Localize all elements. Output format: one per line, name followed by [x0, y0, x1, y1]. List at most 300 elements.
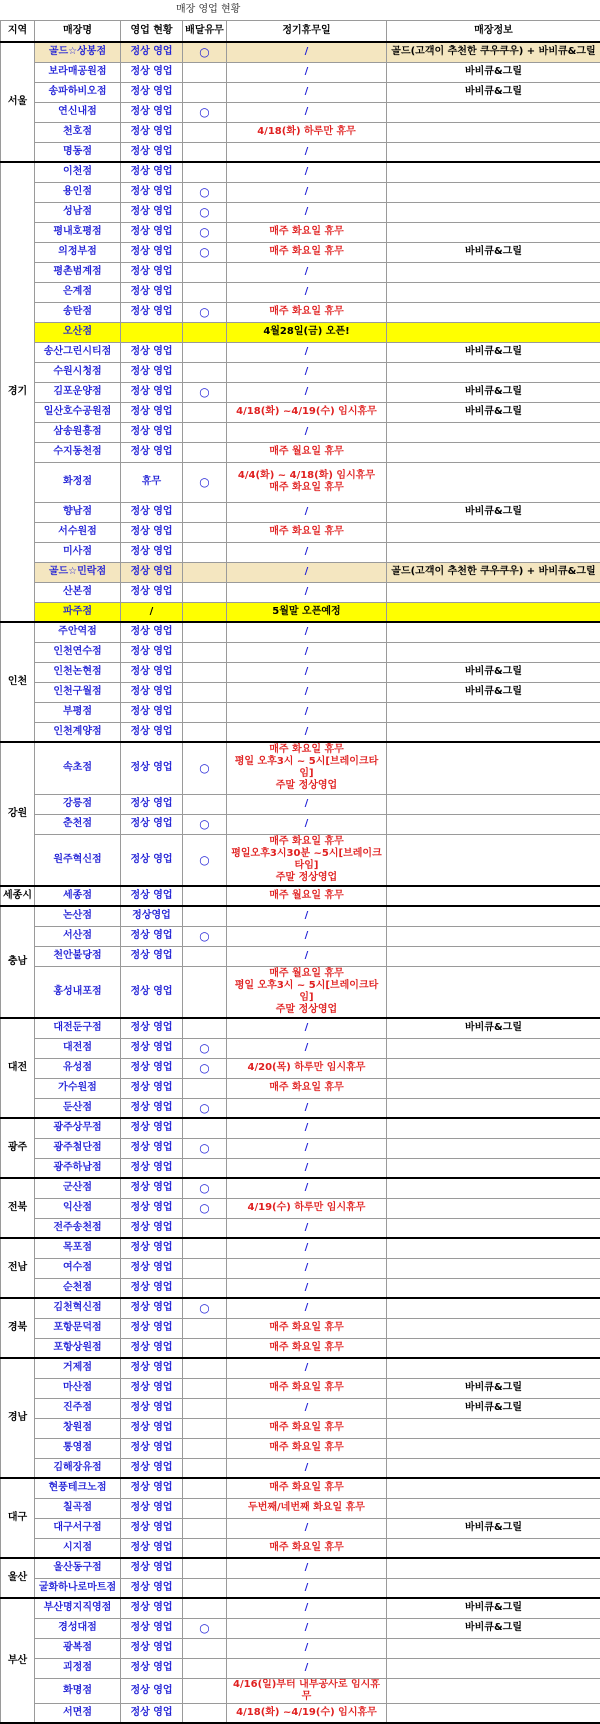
holiday-cell: / — [227, 1138, 387, 1158]
delivery-mark: ○ — [183, 1098, 227, 1118]
store-status: 정상 영업 — [121, 1058, 183, 1078]
header-holiday: 정기휴무일 — [227, 21, 387, 43]
holiday-cell: 매주 화요일 휴무 — [227, 1478, 387, 1498]
delivery-mark — [183, 886, 227, 906]
delivery-mark — [183, 1438, 227, 1458]
delivery-mark: ○ — [183, 182, 227, 202]
delivery-mark: ○ — [183, 1178, 227, 1198]
table-row — [1, 602, 600, 622]
store-info — [387, 282, 600, 302]
holiday-cell: / — [227, 542, 387, 562]
holiday-cell: / — [227, 1178, 387, 1198]
delivery-mark — [183, 1258, 227, 1278]
holiday-cell: / — [227, 282, 387, 302]
holiday-cell: / — [227, 946, 387, 966]
holiday-cell: 매주 화요일 휴무 — [227, 1338, 387, 1358]
holiday-cell: / — [227, 162, 387, 182]
table-row — [1, 502, 600, 522]
table-row — [1, 1678, 600, 1703]
delivery-mark — [183, 1518, 227, 1538]
store-name: 송탄점 — [35, 302, 121, 322]
delivery-mark — [183, 1678, 227, 1703]
store-status: 정상 영업 — [121, 1518, 183, 1538]
holiday-cell: / — [227, 1398, 387, 1418]
store-status: 정상 영업 — [121, 1398, 183, 1418]
store-status: 정상 영업 — [121, 42, 183, 62]
holiday-cell: / — [227, 142, 387, 162]
store-name: 원주혁신점 — [35, 834, 121, 886]
store-name: 부평점 — [35, 702, 121, 722]
store-name: 서수원점 — [35, 522, 121, 542]
store-status: 정상 영업 — [121, 1598, 183, 1618]
holiday-cell: / — [227, 1238, 387, 1258]
store-name: 일산호수공원점 — [35, 402, 121, 422]
store-name: 광주하남점 — [35, 1158, 121, 1178]
header-info: 매장정보 — [387, 21, 600, 43]
table-row — [1, 542, 600, 562]
delivery-mark — [183, 794, 227, 814]
holiday-cell: 두번째/네번째 화요일 휴무 — [227, 1498, 387, 1518]
delivery-mark: ○ — [183, 1058, 227, 1078]
store-name: 춘천점 — [35, 814, 121, 834]
holiday-cell: / — [227, 722, 387, 742]
holiday-cell: / — [227, 1618, 387, 1638]
store-info: 바비큐&그릴 — [387, 1018, 600, 1038]
holiday-cell: 매주 화요일 휴무 — [227, 1538, 387, 1558]
delivery-mark — [183, 442, 227, 462]
store-status: 정상 영업 — [121, 262, 183, 282]
store-name: 익산점 — [35, 1198, 121, 1218]
store-status: 정상 영업 — [121, 1478, 183, 1498]
store-status: 정상 영업 — [121, 1703, 183, 1723]
store-status: 정상 영업 — [121, 1458, 183, 1478]
store-info: 바비큐&그릴 — [387, 382, 600, 402]
table-row — [1, 1118, 600, 1138]
store-info — [387, 462, 600, 502]
delivery-mark: ○ — [183, 1298, 227, 1318]
store-name: 부산명지직영점 — [35, 1598, 121, 1618]
table-row — [1, 1578, 600, 1598]
store-status: 정상 영업 — [121, 1238, 183, 1258]
table-row — [1, 1038, 600, 1058]
holiday-cell: 4/18(화) ~4/19(수) 임시휴무 — [227, 402, 387, 422]
store-name: 수지동천점 — [35, 442, 121, 462]
delivery-mark — [183, 1598, 227, 1618]
table-row — [1, 142, 600, 162]
delivery-mark — [183, 562, 227, 582]
store-status: 정상 영업 — [121, 1318, 183, 1338]
store-name: 화정점 — [35, 462, 121, 502]
store-info — [387, 642, 600, 662]
table-row — [1, 1458, 600, 1478]
store-info — [387, 1098, 600, 1118]
delivery-mark: ○ — [183, 302, 227, 322]
table-row — [1, 1638, 600, 1658]
table-row — [1, 182, 600, 202]
store-name: 현풍테크노점 — [35, 1478, 121, 1498]
holiday-cell: 매주 화요일 휴무 — [227, 1078, 387, 1098]
store-status: 정상 영업 — [121, 1658, 183, 1678]
store-info — [387, 1418, 600, 1438]
store-name: 김포운양점 — [35, 382, 121, 402]
store-info — [387, 1138, 600, 1158]
store-info — [387, 222, 600, 242]
store-status: 정상 영업 — [121, 1258, 183, 1278]
store-name: 서산점 — [35, 926, 121, 946]
holiday-cell: / — [227, 1658, 387, 1678]
delivery-mark — [183, 662, 227, 682]
store-status: 정상 영업 — [121, 222, 183, 242]
store-name: 명동점 — [35, 142, 121, 162]
table-row — [1, 926, 600, 946]
store-status: 정상 영업 — [121, 1078, 183, 1098]
store-name: 통영점 — [35, 1438, 121, 1458]
store-name: 송파하비오점 — [35, 82, 121, 102]
delivery-mark — [183, 502, 227, 522]
store-name: 파주점 — [35, 602, 121, 622]
delivery-mark — [183, 582, 227, 602]
table-row — [1, 1218, 600, 1238]
store-status: 정상 영업 — [121, 82, 183, 102]
store-info — [387, 834, 600, 886]
store-info — [387, 1318, 600, 1338]
delivery-mark — [183, 1478, 227, 1498]
delivery-mark — [183, 62, 227, 82]
delivery-mark — [183, 622, 227, 642]
store-status: 정상 영업 — [121, 886, 183, 906]
store-info — [387, 302, 600, 322]
table-row — [1, 1098, 600, 1118]
holiday-cell: 4/18(화) 하루만 휴무 — [227, 122, 387, 142]
region-cell: 부산 — [1, 1598, 35, 1723]
store-info — [387, 1458, 600, 1478]
delivery-mark — [183, 122, 227, 142]
table-row — [1, 382, 600, 402]
store-info — [387, 322, 600, 342]
store-status: 정상 영업 — [121, 182, 183, 202]
store-status: 정상 영업 — [121, 402, 183, 422]
table-row — [1, 1703, 600, 1723]
store-info: 골드(고객이 추천한 쿠우쿠우) + 바비큐&그릴 — [387, 42, 600, 62]
store-info: 바비큐&그릴 — [387, 1518, 600, 1538]
store-info — [387, 722, 600, 742]
store-name: 둔산점 — [35, 1098, 121, 1118]
delivery-mark: ○ — [183, 742, 227, 794]
delivery-mark: ○ — [183, 834, 227, 886]
delivery-mark: ○ — [183, 42, 227, 62]
delivery-mark — [183, 342, 227, 362]
holiday-cell: / — [227, 382, 387, 402]
holiday-cell: 5월말 오픈예정 — [227, 602, 387, 622]
delivery-mark: ○ — [183, 814, 227, 834]
store-info — [387, 1478, 600, 1498]
store-name: 인천연수점 — [35, 642, 121, 662]
delivery-mark — [183, 1018, 227, 1038]
store-name: 김천혁신점 — [35, 1298, 121, 1318]
store-status: 정상 영업 — [121, 1498, 183, 1518]
delivery-mark — [183, 1158, 227, 1178]
header-region: 지역 — [1, 21, 35, 43]
store-info — [387, 542, 600, 562]
table-row — [1, 1438, 600, 1458]
store-name: 인천계양점 — [35, 722, 121, 742]
holiday-cell: / — [227, 662, 387, 682]
table-row — [1, 62, 600, 82]
store-info — [387, 1258, 600, 1278]
region-cell: 충남 — [1, 906, 35, 1018]
table-row — [1, 1338, 600, 1358]
table-row — [1, 622, 600, 642]
delivery-mark — [183, 1378, 227, 1398]
store-name: 미사점 — [35, 542, 121, 562]
table-row — [1, 582, 600, 602]
delivery-mark: ○ — [183, 222, 227, 242]
holiday-cell: 매주 화요일 휴무 — [227, 222, 387, 242]
store-name: 홍성내포점 — [35, 966, 121, 1018]
store-status: 정상 영업 — [121, 1218, 183, 1238]
table-row — [1, 642, 600, 662]
store-status: 정상 영업 — [121, 642, 183, 662]
store-info — [387, 742, 600, 794]
table-row — [1, 1278, 600, 1298]
store-status: 정상 영업 — [121, 1138, 183, 1158]
store-info — [387, 622, 600, 642]
store-info — [387, 142, 600, 162]
delivery-mark — [183, 966, 227, 1018]
holiday-cell: / — [227, 422, 387, 442]
table-row — [1, 1078, 600, 1098]
store-name: 포항상원점 — [35, 1338, 121, 1358]
store-name: 거제점 — [35, 1358, 121, 1378]
holiday-cell: 4/20(목) 하루만 임시휴무 — [227, 1058, 387, 1078]
holiday-cell: / — [227, 642, 387, 662]
store-info — [387, 1058, 600, 1078]
delivery-mark: ○ — [183, 1138, 227, 1158]
store-name: 강릉점 — [35, 794, 121, 814]
delivery-mark — [183, 1218, 227, 1238]
store-status: 정상 영업 — [121, 1638, 183, 1658]
table-row — [1, 1318, 600, 1338]
store-status: 정상 영업 — [121, 142, 183, 162]
holiday-cell: / — [227, 202, 387, 222]
table-row — [1, 202, 600, 222]
store-status: 정상 영업 — [121, 62, 183, 82]
store-status: 정상 영업 — [121, 202, 183, 222]
store-info — [387, 1703, 600, 1723]
store-info: 바비큐&그릴 — [387, 1618, 600, 1638]
store-name: 굴화하나로마트점 — [35, 1578, 121, 1598]
delivery-mark — [183, 1278, 227, 1298]
store-name: 평촌범계점 — [35, 262, 121, 282]
holiday-cell: 4월28일(금) 오픈! — [227, 322, 387, 342]
store-info — [387, 1178, 600, 1198]
holiday-cell: 매주 화요일 휴무 — [227, 242, 387, 262]
store-info — [387, 1538, 600, 1558]
store-status: 정상 영업 — [121, 946, 183, 966]
table-body — [1, 42, 600, 1723]
table-row — [1, 462, 600, 502]
delivery-mark — [183, 1458, 227, 1478]
region-cell: 전남 — [1, 1238, 35, 1298]
store-info — [387, 966, 600, 1018]
delivery-mark — [183, 602, 227, 622]
holiday-cell: 매주 화요일 휴무 평일 오후3시 ~ 5시[브레이크타임] 주말 정상영업 — [227, 742, 387, 794]
region-cell: 울산 — [1, 1558, 35, 1598]
store-name: 화명점 — [35, 1678, 121, 1703]
holiday-cell: 4/19(수) 하루만 임시휴무 — [227, 1198, 387, 1218]
store-name: 순천점 — [35, 1278, 121, 1298]
delivery-mark — [183, 1118, 227, 1138]
holiday-cell: / — [227, 1278, 387, 1298]
delivery-mark — [183, 1398, 227, 1418]
table-row — [1, 342, 600, 362]
store-name: 오산점 — [35, 322, 121, 342]
store-status: 정상 영업 — [121, 1018, 183, 1038]
holiday-cell: / — [227, 1158, 387, 1178]
table-row — [1, 1178, 600, 1198]
store-name: 수원시청점 — [35, 362, 121, 382]
store-status: 정상 영업 — [121, 442, 183, 462]
holiday-cell: / — [227, 362, 387, 382]
store-info: 바비큐&그릴 — [387, 62, 600, 82]
delivery-mark — [183, 1358, 227, 1378]
store-info — [387, 362, 600, 382]
store-info — [387, 1338, 600, 1358]
store-status: 정상 영업 — [121, 622, 183, 642]
store-info: 바비큐&그릴 — [387, 662, 600, 682]
holiday-cell: / — [227, 926, 387, 946]
table-row — [1, 1618, 600, 1638]
holiday-cell: / — [227, 1118, 387, 1138]
store-info — [387, 1298, 600, 1318]
store-info — [387, 162, 600, 182]
store-status: 정상 영업 — [121, 1538, 183, 1558]
store-name: 칠곡점 — [35, 1498, 121, 1518]
store-status: 정상 영업 — [121, 1158, 183, 1178]
store-status: 정상 영업 — [121, 814, 183, 834]
holiday-cell: / — [227, 102, 387, 122]
table-row — [1, 302, 600, 322]
store-name: 천안불당점 — [35, 946, 121, 966]
store-info — [387, 1278, 600, 1298]
table-row — [1, 742, 600, 794]
store-status: 정상 영업 — [121, 1198, 183, 1218]
delivery-mark — [183, 1418, 227, 1438]
holiday-cell: / — [227, 1098, 387, 1118]
delivery-mark — [183, 1078, 227, 1098]
delivery-mark — [183, 282, 227, 302]
region-cell: 대전 — [1, 1018, 35, 1118]
store-info: 바비큐&그릴 — [387, 82, 600, 102]
store-name: 진주점 — [35, 1398, 121, 1418]
delivery-mark — [183, 162, 227, 182]
delivery-mark — [183, 1338, 227, 1358]
store-name: 속초점 — [35, 742, 121, 794]
region-cell: 경북 — [1, 1298, 35, 1358]
store-info — [387, 1558, 600, 1578]
store-name: 김해장유점 — [35, 1458, 121, 1478]
table-row — [1, 1198, 600, 1218]
store-status: 정상 영업 — [121, 1278, 183, 1298]
holiday-cell: 4/4(화) ~ 4/18(화) 임시휴무 매주 화요일 휴무 — [227, 462, 387, 502]
delivery-mark — [183, 522, 227, 542]
store-name: 유성점 — [35, 1058, 121, 1078]
store-status: 정상 영업 — [121, 102, 183, 122]
table-row — [1, 1418, 600, 1438]
store-name: 골드☆상봉점 — [35, 42, 121, 62]
region-cell: 인천 — [1, 622, 35, 742]
holiday-cell: / — [227, 582, 387, 602]
store-info — [387, 1198, 600, 1218]
table-row — [1, 1558, 600, 1578]
store-name: 세종점 — [35, 886, 121, 906]
store-name: 주안역점 — [35, 622, 121, 642]
store-name: 논산점 — [35, 906, 121, 926]
delivery-mark — [183, 142, 227, 162]
delivery-mark: ○ — [183, 202, 227, 222]
table-row — [1, 1658, 600, 1678]
delivery-mark — [183, 1498, 227, 1518]
holiday-cell: / — [227, 1598, 387, 1618]
holiday-cell: / — [227, 42, 387, 62]
table-row — [1, 1258, 600, 1278]
holiday-cell: 매주 화요일 휴무 평일오후3시30분 ~5시[브레이크타임] 주말 정상영업 — [227, 834, 387, 886]
table-row — [1, 442, 600, 462]
region-cell: 광주 — [1, 1118, 35, 1178]
store-status: / — [121, 602, 183, 622]
store-name: 대전둔구점 — [35, 1018, 121, 1038]
holiday-cell: / — [227, 562, 387, 582]
delivery-mark — [183, 402, 227, 422]
store-name: 삼송원흥점 — [35, 422, 121, 442]
store-status: 정상 영업 — [121, 342, 183, 362]
store-info — [387, 422, 600, 442]
store-info: 바비큐&그릴 — [387, 1598, 600, 1618]
store-name: 창원점 — [35, 1418, 121, 1438]
table-row — [1, 1018, 600, 1038]
delivery-mark — [183, 1638, 227, 1658]
store-info — [387, 1438, 600, 1458]
holiday-cell: 매주 화요일 휴무 — [227, 1438, 387, 1458]
store-name: 골드☆민락점 — [35, 562, 121, 582]
store-info — [387, 1358, 600, 1378]
delivery-mark — [183, 1658, 227, 1678]
store-name: 광주상무점 — [35, 1118, 121, 1138]
store-info: 바비큐&그릴 — [387, 242, 600, 262]
table-row — [1, 1058, 600, 1078]
table-row — [1, 42, 600, 62]
table-row — [1, 122, 600, 142]
delivery-mark — [183, 946, 227, 966]
delivery-mark — [183, 682, 227, 702]
table-row — [1, 1138, 600, 1158]
store-info — [387, 1038, 600, 1058]
holiday-cell: / — [227, 342, 387, 362]
table-row — [1, 402, 600, 422]
table-row — [1, 722, 600, 742]
store-status: 정상 영업 — [121, 562, 183, 582]
store-name: 대구서구점 — [35, 1518, 121, 1538]
holiday-cell: / — [227, 906, 387, 926]
store-status: 정상 영업 — [121, 502, 183, 522]
store-info — [387, 522, 600, 542]
holiday-cell: 매주 화요일 휴무 — [227, 1378, 387, 1398]
store-info — [387, 1158, 600, 1178]
store-status: 정상 영업 — [121, 1298, 183, 1318]
store-status: 정상 영업 — [121, 1618, 183, 1638]
table-row — [1, 422, 600, 442]
delivery-mark — [183, 1558, 227, 1578]
